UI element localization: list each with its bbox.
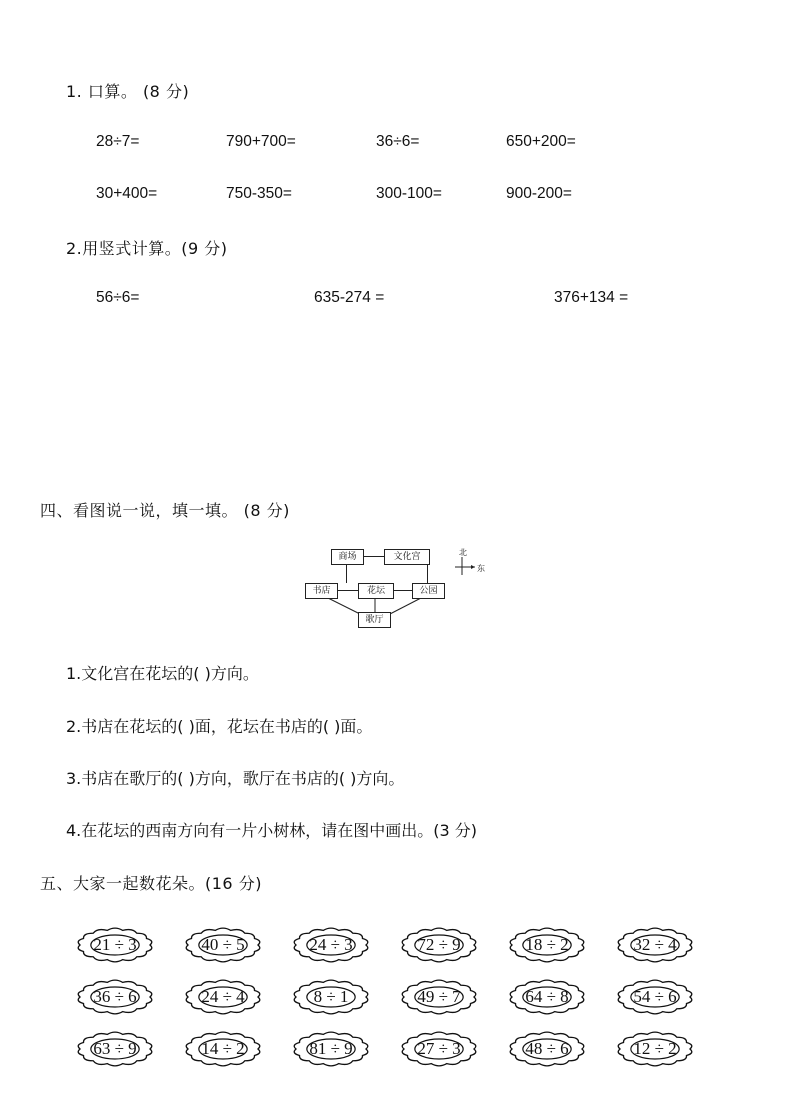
flower <box>70 977 160 1017</box>
map-box-gongyuan: 公园 <box>412 583 445 599</box>
question-3: 3.书店在歌厅的( )方向，歌厅在书店的( )方向。 <box>66 769 405 788</box>
flower-expression: 8 ÷ 1 <box>313 987 349 1006</box>
flower <box>394 925 484 965</box>
flower-expression: 54 ÷ 6 <box>633 987 677 1006</box>
flower <box>286 925 376 965</box>
flower <box>502 925 592 965</box>
flower-expression: 18 ÷ 2 <box>525 935 569 954</box>
flower-expression: 64 ÷ 8 <box>525 987 569 1006</box>
map-box-huatan: 花坛 <box>358 583 394 599</box>
map-box-shangchang: 商场 <box>331 549 364 565</box>
flower-expression: 27 ÷ 3 <box>417 1039 461 1058</box>
flower-expression: 24 ÷ 4 <box>201 987 245 1006</box>
flower <box>70 1029 160 1069</box>
vertical-calc-item: 635-274 = <box>314 289 385 306</box>
flower-grid <box>70 925 710 1075</box>
oral-calc-item: 36÷6= <box>376 133 420 150</box>
flower-expression: 63 ÷ 9 <box>93 1039 137 1058</box>
flower <box>610 977 700 1017</box>
flower <box>394 1029 484 1069</box>
oral-calc-item: 650+200= <box>506 133 576 150</box>
flower-expression: 21 ÷ 3 <box>93 935 137 954</box>
vertical-calc-item: 376+134 = <box>554 289 629 306</box>
flower <box>178 925 268 965</box>
oral-calc-item: 28÷7= <box>96 133 140 150</box>
map-box-shudian: 书店 <box>305 583 338 599</box>
oral-calc-item: 750-350= <box>226 185 292 202</box>
flower-expression: 40 ÷ 5 <box>201 935 245 954</box>
question-2: 2.书店在花坛的( )面，花坛在书店的( )面。 <box>66 717 373 736</box>
flower <box>178 977 268 1017</box>
map-box-geting: 歌厅 <box>358 612 391 628</box>
compass-icon <box>455 557 479 577</box>
flower-expression: 24 ÷ 3 <box>309 935 353 954</box>
flower-expression: 48 ÷ 6 <box>525 1039 569 1058</box>
flower-expression: 72 ÷ 9 <box>417 935 461 954</box>
oral-calc-item: 790+700= <box>226 133 296 150</box>
flower <box>502 977 592 1017</box>
flower <box>178 1029 268 1069</box>
section4-title: 四、看图说一说，填一填。 (8 分) <box>40 501 290 520</box>
oral-calc-item: 900-200= <box>506 185 572 202</box>
section2-title: 2.用竖式计算。(9 分) <box>66 239 228 258</box>
section1-title: 1. 口算。 (8 分) <box>66 82 190 101</box>
vertical-calc-item: 56÷6= <box>96 289 140 306</box>
flower <box>610 1029 700 1069</box>
flower-expression: 49 ÷ 7 <box>417 987 461 1006</box>
flower <box>502 1029 592 1069</box>
map-diagram <box>300 545 500 635</box>
map-box-wenhuagong: 文化宫 <box>384 549 430 565</box>
section5-title: 五、大家一起数花朵。(16 分) <box>40 874 262 893</box>
flower-expression: 12 ÷ 2 <box>633 1039 677 1058</box>
flower-expression: 32 ÷ 4 <box>633 935 677 954</box>
oral-calc-item: 30+400= <box>96 185 158 202</box>
flower-expression: 14 ÷ 2 <box>201 1039 245 1058</box>
flower-expression: 81 ÷ 9 <box>309 1039 353 1058</box>
flower <box>286 977 376 1017</box>
compass-east-label: 东 <box>477 564 485 573</box>
question-4: 4.在花坛的西南方向有一片小树林，请在图中画出。(3 分) <box>66 821 478 840</box>
compass-north-label: 北 <box>459 548 467 557</box>
question-1: 1.文化宫在花坛的( )方向。 <box>66 664 259 683</box>
flower <box>70 925 160 965</box>
flower-expression: 36 ÷ 6 <box>93 987 137 1006</box>
flower <box>610 925 700 965</box>
flower <box>394 977 484 1017</box>
flower <box>286 1029 376 1069</box>
oral-calc-item: 300-100= <box>376 185 442 202</box>
